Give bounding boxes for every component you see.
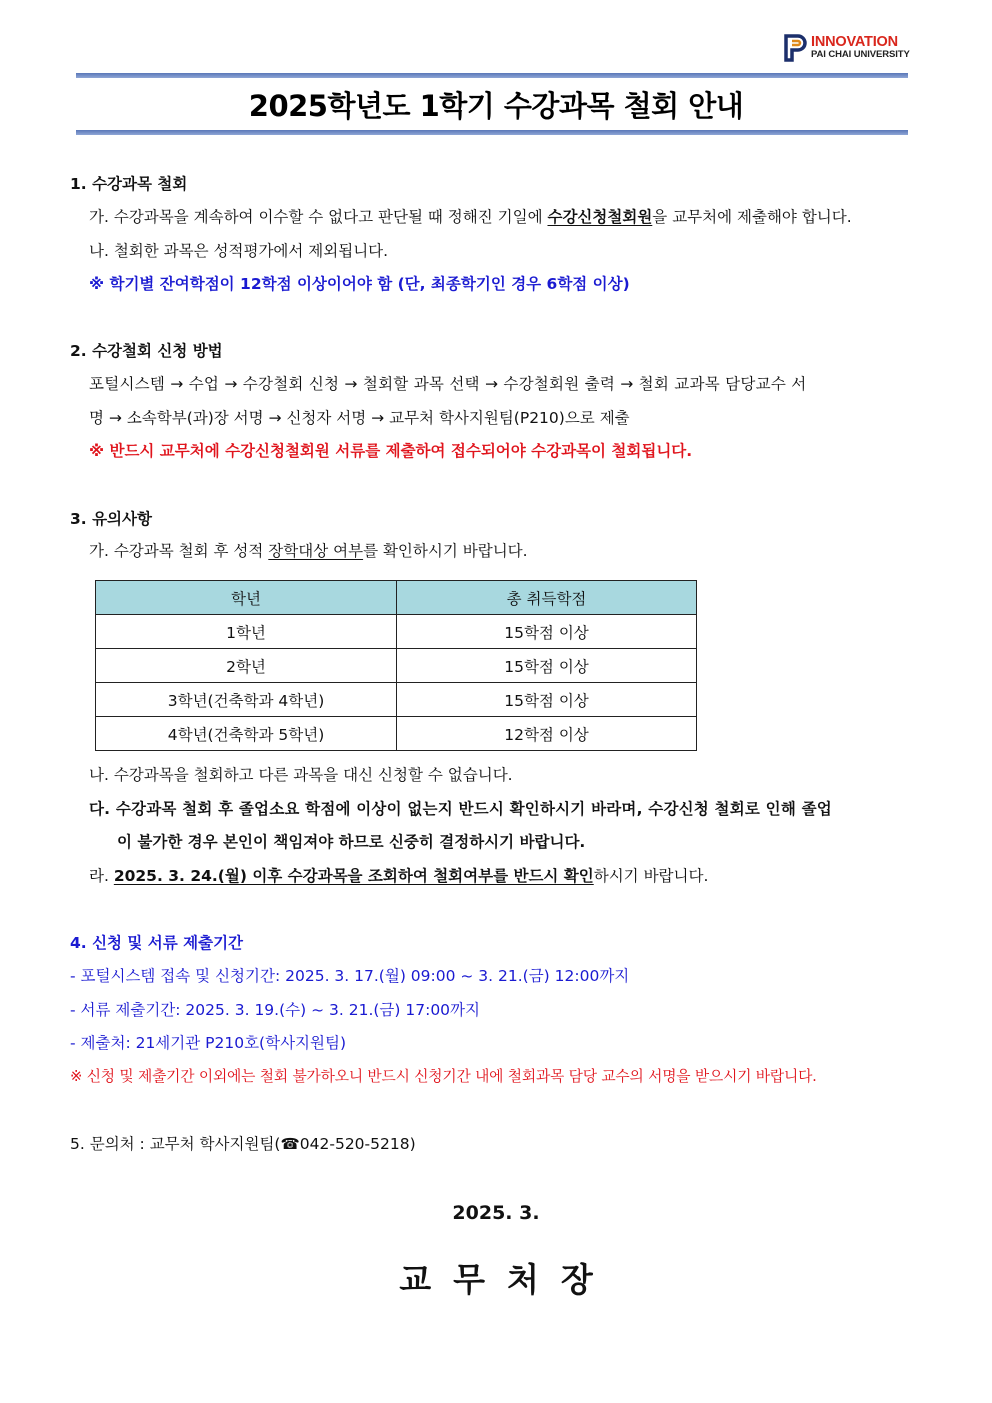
- logo-subtitle: PAI CHAI UNIVERSITY: [811, 49, 910, 60]
- page-title: 2025학년도 1학기 수강과목 철회 안내: [248, 89, 744, 123]
- section-4-heading: 4. 신청 및 서류 제출기간: [70, 934, 244, 952]
- table-header-row: [96, 581, 697, 615]
- table-row: [96, 615, 697, 649]
- table-cell-credits: 15학점 이상: [397, 615, 697, 649]
- text-fragment: 을 교무처에 제출해야 합니다.: [652, 208, 852, 226]
- section-2-note: ※ 반드시 교무처에 수강신청철회원 서류를 제출하여 접수되어야 수강과목이 철회됩니다.: [89, 442, 693, 460]
- table-row: [96, 717, 697, 751]
- section-1-heading: 1. 수강과목 철회: [70, 175, 188, 193]
- text-fragment: 를 확인하시기 바랍니다.: [363, 542, 528, 560]
- section-2-flow-line-1: 포털시스템 → 수업 → 수강철회 신청 → 철회할 과목 선택 → 수강철회원 출력 → 철회 교과목 담당교수 서: [89, 375, 807, 393]
- section-4-item-2: - 서류 제출기간: 2025. 3. 19.(수) ~ 3. 21.(금) 17:00까지: [70, 1001, 480, 1019]
- section-1-item-ga: [89, 206, 852, 228]
- table-cell-credits: 12학점 이상: [397, 717, 697, 751]
- section-3-item-da-line-2: 이 불가한 경우 본인이 책임져야 하므로 신중히 결정하시기 바랍니다.: [117, 833, 586, 851]
- table-cell-grade: 2학년: [96, 649, 397, 683]
- text-fragment: 가. 수강과목 철회 후 성적: [89, 542, 269, 560]
- text-fragment: 하시기 바랍니다.: [593, 867, 709, 885]
- section-3-heading: 3. 유의사항: [70, 510, 152, 528]
- table-cell-credits: 15학점 이상: [397, 649, 697, 683]
- table-cell-grade: 3학년(건축학과 4학년): [96, 683, 397, 717]
- section-4-note: ※ 신청 및 제출기간 이외에는 철회 불가하오니 반드시 신청기간 내에 철회과목 담당 교수의 서명을 받으시기 바랍니다.: [70, 1068, 817, 1085]
- table-cell-credits: 15학점 이상: [397, 683, 697, 717]
- column-header-grade: 학년: [96, 581, 397, 615]
- text-fragment: 라.: [89, 867, 114, 885]
- column-header-credits: 총 취득학점: [397, 581, 697, 615]
- section-1-item-na: 나. 철회한 과목은 성적평가에서 제외됩니다.: [89, 242, 389, 260]
- underlined-text: 장학대상 여부: [268, 542, 364, 560]
- table-cell-grade: 4학년(건축학과 5학년): [96, 717, 397, 751]
- table-row: [96, 649, 697, 683]
- section-4-item-1: - 포털시스템 접속 및 신청기간: 2025. 3. 17.(월) 09:00 ~ 3. 21.(금) 12:00까지: [70, 967, 630, 985]
- credit-requirement-table: [95, 580, 697, 751]
- section-2-heading: 2. 수강철회 신청 방법: [70, 342, 223, 360]
- section-2-flow-line-2: 명 → 소속학부(과)장 서명 → 신청자 서명 → 교무처 학사지원팀(P210)으로 제출: [89, 409, 630, 427]
- section-3-item-ra: [89, 865, 708, 887]
- section-3-item-da-line-1: 다. 수강과목 철회 후 졸업소요 학점에 이상이 없는지 반드시 확인하시기 바라며, 수강신청 철회로 인해 졸업: [89, 800, 832, 818]
- signatory: 교무처장: [399, 1260, 615, 1299]
- pai-chai-logo-icon: [784, 34, 808, 62]
- underlined-form-name: 수강신청철회원: [547, 208, 653, 226]
- title-rule-bottom: [76, 130, 908, 135]
- section-4-item-3: - 제출처: 21세기관 P210호(학사지원팀): [70, 1034, 347, 1052]
- university-logo: [784, 33, 924, 63]
- section-1-note: ※ 학기별 잔여학점이 12학점 이상이어야 함 (단, 최종학기인 경우 6학점 이상): [89, 275, 630, 293]
- title-rule-top: [76, 73, 908, 78]
- section-3-item-na: 나. 수강과목을 철회하고 다른 과목을 대신 신청할 수 없습니다.: [89, 766, 513, 784]
- logo-wordmark: INNOVATION: [811, 34, 898, 50]
- table-cell-grade: 1학년: [96, 615, 397, 649]
- text-fragment: 가. 수강과목을 계속하여 이수할 수 없다고 판단될 때 정해진 기일에: [89, 208, 548, 226]
- section-3-item-ga: [89, 540, 528, 562]
- underlined-date-notice: 2025. 3. 24.(월) 이후 수강과목을 조회하여 철회여부를 반드시 확인: [113, 867, 594, 885]
- issue-date: 2025. 3.: [452, 1202, 540, 1224]
- section-5-contact: 5. 문의처 : 교무처 학사지원팀(☎042-520-5218): [70, 1135, 416, 1153]
- table-row: [96, 683, 697, 717]
